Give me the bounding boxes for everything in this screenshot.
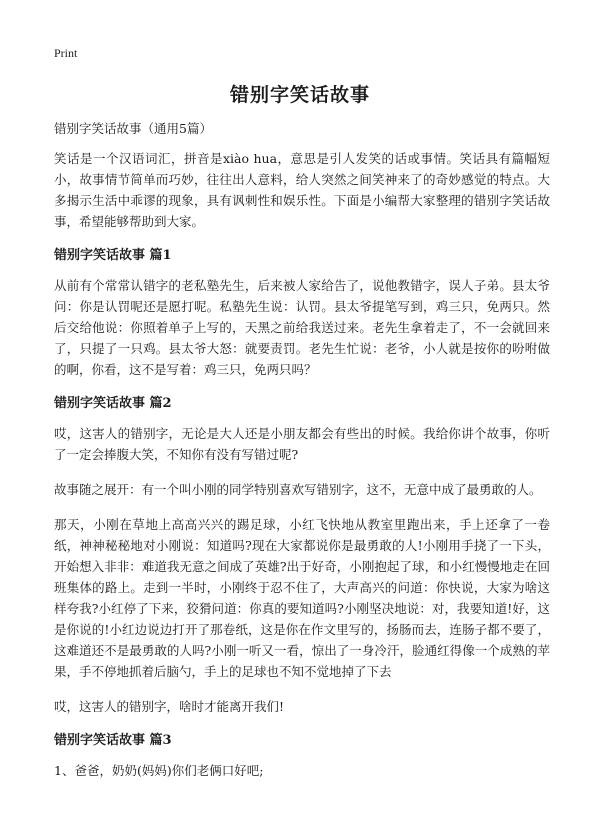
section-heading-3: 错别字笑话故事 篇3 xyxy=(54,733,172,748)
intro-paragraph: 笑话是一个汉语词汇，拼音是xiào hua，意思是引人发笑的话或事情。笑话具有篇幅短小，故事情节简单而巧妙，往往出人意料，给人突然之间笑神来了的奇妙感觉的特点。大多揭示生活中乖谬的现象，具有讽刺性和娱乐性。下面是小编帮大家整理的错别字笑话故事，希望能够帮助到大家。 xyxy=(54,151,550,229)
section-2-paragraph-4: 哎，这害人的错别字，啥时才能离开我们! xyxy=(54,699,285,714)
section-3-paragraph-1: 1、爸爸，奶奶(妈妈)你们老俩口好吧; xyxy=(54,763,264,778)
section-heading-1: 错别字笑话故事 篇1 xyxy=(54,248,172,263)
section-2-paragraph-2: 故事随之展开：有一个叫小刚的同学特别喜欢写错别字，这不，无意中成了最勇敢的人。 xyxy=(54,482,542,497)
page-title: 错别字笑话故事 xyxy=(229,84,370,106)
document-body xyxy=(54,118,550,781)
section-2-paragraph-3: 那天，小刚在草地上高高兴兴的踢足球，小红飞快地从教室里跑出来，手上还拿了一卷纸，神神秘秘地对小刚说：知道吗?现在大家都说你是最勇敢的人!小刚用手挠了一下头，开始想入非非：难道我无意之间成了英雄?出于好奇，小刚抱起了球，和小红慢慢地走在回班集体的路上。走到一半时，小刚终于忍不住了，大声高兴的问道：你快说，大家为啥这样夸我?小红停了下来，狡猾问道：你真的要知道吗?小刚坚决地说：对，我要知道!好，这是你说的!小红边说边打开了那卷纸，这是你在作文里写的，扬肠而去，连肠子都不要了，这难道还不是最勇敢的人吗?小刚一听又一看，惊出了一身冷汗，脸通红得像一个成熟的苹果，手不停地抓着后脑勺，手上的足球也不知不觉地掉了下去 xyxy=(54,517,550,679)
section-heading-2: 错别字笑话故事 篇2 xyxy=(54,396,172,411)
print-link[interactable]: Print xyxy=(54,46,78,60)
section-1-paragraph-1: 从前有个常常认错字的老私塾先生，后来被人家给告了，说他教错字，误人子弟。县太爷问：你是认罚呢还是愿打呢。私塾先生说：认罚。县太爷提笔写到，鸡三只，免两只。然后交给他说：你照着单子上写的，天黑之前给我送过来。老先生拿着走了，不一会就回来了，只提了一只鸡。县太爷大怒：就要责罚。老先生忙说：老爷，小人就是按你的吩咐做的啊，你看，这不是写着：鸡三只，免两只吗？ xyxy=(54,278,550,377)
document-subtitle: 错别字笑话故事（通用5篇） xyxy=(54,121,212,136)
section-2-paragraph-1: 哎，这害人的错别字，无论是大人还是小朋友都会有些出的时候。我给你讲个故事，你听了一定会捧腹大笑，不知你有没有写错过呢? xyxy=(54,426,550,462)
